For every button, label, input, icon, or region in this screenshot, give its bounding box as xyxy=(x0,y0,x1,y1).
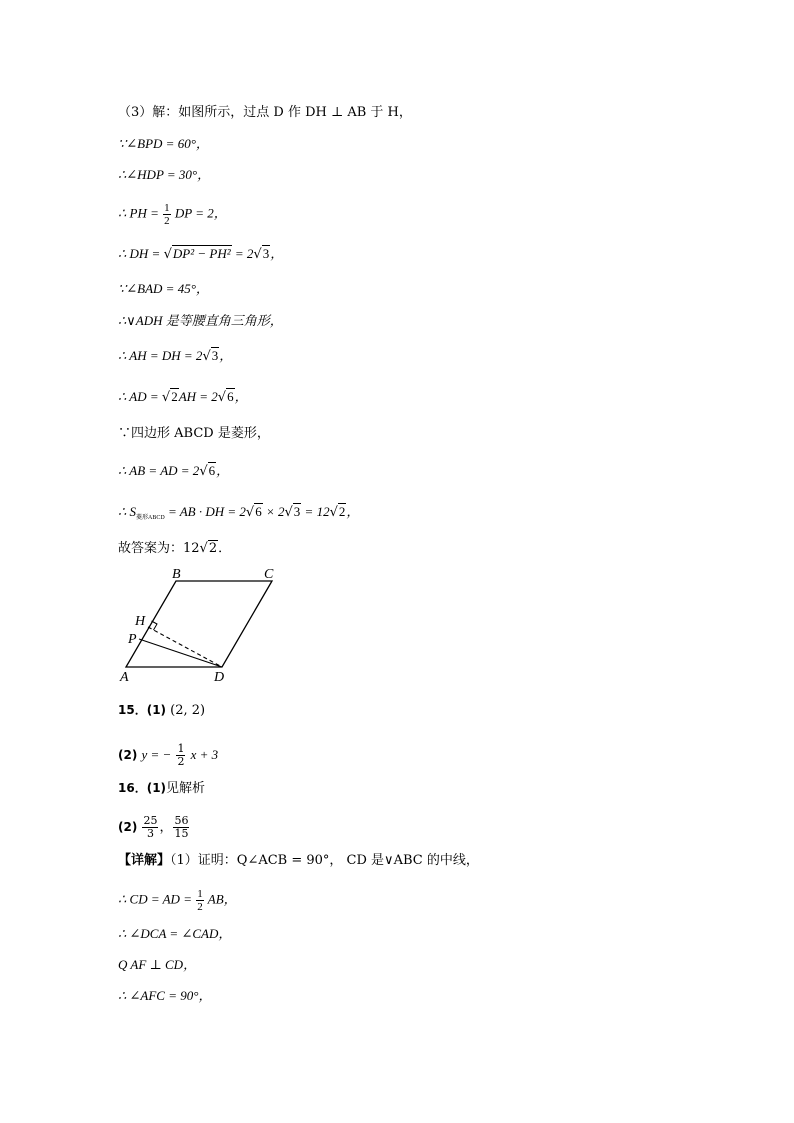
fraction-56-15: $\frac{56}{15}$ xyxy=(174,814,189,840)
line-angle-bpd: ∵∠BPD = 60°， xyxy=(118,136,209,151)
line-detail: 【详解】（1）证明：Q∠ACB = 90°， CD 是∨ABC 的中线， xyxy=(118,853,479,868)
line-rhombus: ∵四边形 ABCD 是菱形， xyxy=(118,426,270,441)
line-ph: ∴ PH = $\frac{1}{2}$ DP = 2， xyxy=(118,202,227,227)
line-cd-ad: ∴ CD = AD = $\frac{1}{2}$ AB， xyxy=(118,888,237,913)
rhombus-figure xyxy=(112,562,312,690)
line-q16-2: (2) $\frac{25}{3}$ ， $\frac{56}{15}$ xyxy=(118,814,189,840)
line-q15-2: (2) y = − $\frac{1}{2}$ x + 3 xyxy=(118,742,219,768)
fraction-half: $\frac{1}{2}$ xyxy=(197,888,203,913)
line-dca: ∴ ∠DCA = ∠CAD， xyxy=(118,926,232,941)
fraction-half: $\frac{1}{2}$ xyxy=(164,202,170,227)
line-area: ∴ $S_{菱形ABCD}$ = AB · DH = 2√6 × 2√3 = 12√2， xyxy=(118,504,360,521)
label-p: P xyxy=(128,632,137,647)
line-q15-1: 15．(1) (2, 2) xyxy=(118,703,206,718)
line-ah: ∴ AH = DH = 2√3， xyxy=(118,348,233,364)
line-afc: ∴ ∠AFC = 90°， xyxy=(118,988,212,1003)
fraction-25-3: $\frac{25}{3}$ xyxy=(143,814,158,840)
line-dh: ∴ DH = √DP² − PH² = 2√3， xyxy=(118,246,284,262)
sqrt-symbol: √ xyxy=(163,247,172,262)
label-d: D xyxy=(214,670,225,685)
label-a: A xyxy=(120,670,129,685)
line-part3-intro: （3）解：如图所示，过点 D 作 DH ⊥ AB 于 H， xyxy=(118,105,412,120)
label-b: B xyxy=(172,567,181,582)
line-answer: 故答案为：12√2． xyxy=(118,541,232,556)
fraction-half: $\frac{1}{2}$ xyxy=(177,742,185,768)
segment-dh xyxy=(148,627,222,667)
line-angle-bad: ∵∠BAD = 45°， xyxy=(118,281,209,296)
label-c: C xyxy=(264,567,274,582)
label-h: H xyxy=(135,614,146,629)
line-q16-1: 16．(1)见解析 xyxy=(118,781,206,796)
line-ab: ∴ AB = AD = 2√6， xyxy=(118,463,230,479)
segment-pd xyxy=(139,639,222,667)
line-af-cd: Q AF ⊥ CD， xyxy=(118,957,197,972)
line-ad: ∴ AD = √2AH = 2√6， xyxy=(118,389,248,405)
line-isosceles: ∴∨ADH 是等腰直角三角形， xyxy=(118,313,283,328)
line-angle-hdp: ∴∠HDP = 30°， xyxy=(118,167,211,182)
